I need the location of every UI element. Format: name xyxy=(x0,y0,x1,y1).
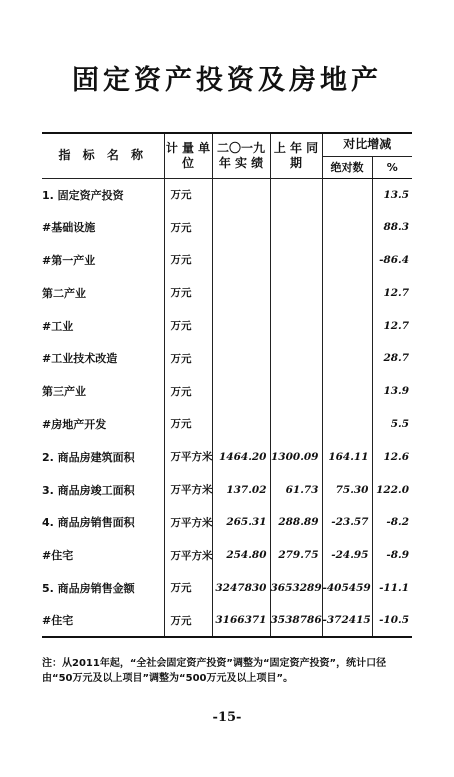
row-name: 2. 商品房建筑面积 xyxy=(42,450,135,464)
row-percent-change: 28.7 xyxy=(372,342,412,375)
row-previous-value: 279.75 xyxy=(270,539,322,572)
row-percent-change: -86.4 xyxy=(372,244,412,277)
row-absolute-change xyxy=(322,276,372,309)
row-current-value xyxy=(212,309,270,342)
row-name: #工业技术改造 xyxy=(42,352,118,366)
row-previous-value xyxy=(270,276,322,309)
row-name: 4. 商品房销售面积 xyxy=(42,516,135,530)
row-unit: 万元 xyxy=(164,211,212,244)
header-absolute: 绝对数 xyxy=(322,156,372,178)
row-absolute-change: -24.95 xyxy=(322,539,372,572)
header-current-year: 二〇一九 年 实 绩 xyxy=(212,133,270,178)
row-name: 第三产业 xyxy=(42,385,86,399)
row-previous-value xyxy=(270,309,322,342)
statistics-table xyxy=(42,132,412,638)
row-unit: 万元 xyxy=(164,604,212,637)
row-current-value xyxy=(212,211,270,244)
row-current-value: 3166371 xyxy=(212,604,270,637)
header-unit: 计 量 单 位 xyxy=(164,133,212,178)
row-unit: 万平方米 xyxy=(164,473,212,506)
row-percent-change: -11.1 xyxy=(372,572,412,605)
row-current-value: 265.31 xyxy=(212,506,270,539)
row-percent-change: 12.7 xyxy=(372,276,412,309)
row-current-value: 1464.20 xyxy=(212,440,270,473)
table-row xyxy=(42,178,412,211)
row-percent-change: 122.0 xyxy=(372,473,412,506)
row-name: 3. 商品房竣工面积 xyxy=(42,483,135,497)
row-name: #住宅 xyxy=(42,549,74,563)
row-current-value xyxy=(212,408,270,441)
row-absolute-change: 75.30 xyxy=(322,473,372,506)
row-percent-change: 12.7 xyxy=(372,309,412,342)
row-name: 第二产业 xyxy=(42,286,86,300)
row-name: 5. 商品房销售金额 xyxy=(42,581,135,595)
row-absolute-change xyxy=(322,211,372,244)
row-unit: 万元 xyxy=(164,342,212,375)
row-unit: 万元 xyxy=(164,276,212,309)
row-absolute-change xyxy=(322,178,372,211)
header-previous-year: 上 年 同 期 xyxy=(270,133,322,178)
row-absolute-change xyxy=(322,408,372,441)
row-previous-value: 61.73 xyxy=(270,473,322,506)
row-previous-value xyxy=(270,211,322,244)
row-previous-value xyxy=(270,244,322,277)
row-current-value: 254.80 xyxy=(212,539,270,572)
row-name: #第一产业 xyxy=(42,253,96,267)
table-row xyxy=(42,276,412,309)
table-row xyxy=(42,408,412,441)
table-row xyxy=(42,375,412,408)
row-percent-change: 88.3 xyxy=(372,211,412,244)
row-unit: 万元 xyxy=(164,572,212,605)
row-unit: 万平方米 xyxy=(164,506,212,539)
row-unit: 万元 xyxy=(164,178,212,211)
header-compare: 对比增减 xyxy=(322,133,412,156)
table-row xyxy=(42,244,412,277)
row-percent-change: 13.9 xyxy=(372,375,412,408)
table-row xyxy=(42,211,412,244)
row-absolute-change xyxy=(322,342,372,375)
row-percent-change: -8.2 xyxy=(372,506,412,539)
footnote: 注：从2011年起，“全社会固定资产投资”调整为“固定资产投资”，统计口径由“50万元及以上项目”调整为“500万元及以上项目”。 xyxy=(42,658,387,684)
row-name: #房地产开发 xyxy=(42,417,107,431)
row-previous-value xyxy=(270,178,322,211)
row-current-value xyxy=(212,342,270,375)
row-current-value xyxy=(212,276,270,309)
page-title: 固定资产投资及房地产 xyxy=(72,65,382,96)
row-current-value xyxy=(212,178,270,211)
page-number: -15- xyxy=(212,710,242,725)
row-current-value: 3247830 xyxy=(212,572,270,605)
row-previous-value: 3538786 xyxy=(270,604,322,637)
row-unit: 万平方米 xyxy=(164,539,212,572)
row-previous-value xyxy=(270,342,322,375)
row-previous-value: 1300.09 xyxy=(270,440,322,473)
table-row xyxy=(42,539,412,572)
row-unit: 万元 xyxy=(164,408,212,441)
row-name: 1. 固定资产投资 xyxy=(42,188,124,202)
row-percent-change: -10.5 xyxy=(372,604,412,637)
row-percent-change: -8.9 xyxy=(372,539,412,572)
table-body xyxy=(42,178,412,637)
row-unit: 万平方米 xyxy=(164,440,212,473)
table-row xyxy=(42,309,412,342)
header-percent: % xyxy=(372,156,412,178)
row-absolute-change xyxy=(322,375,372,408)
row-absolute-change: -23.57 xyxy=(322,506,372,539)
row-name: #基础设施 xyxy=(42,221,96,235)
row-absolute-change xyxy=(322,244,372,277)
table-row xyxy=(42,506,412,539)
row-absolute-change xyxy=(322,309,372,342)
table-row xyxy=(42,604,412,637)
row-previous-value xyxy=(270,375,322,408)
row-previous-value: 3653289 xyxy=(270,572,322,605)
row-unit: 万元 xyxy=(164,375,212,408)
row-previous-value xyxy=(270,408,322,441)
table-row xyxy=(42,440,412,473)
row-unit: 万元 xyxy=(164,309,212,342)
row-name: #住宅 xyxy=(42,604,164,637)
table-row xyxy=(42,342,412,375)
row-percent-change: 12.6 xyxy=(372,440,412,473)
row-percent-change: 13.5 xyxy=(372,178,412,211)
row-current-value: 137.02 xyxy=(212,473,270,506)
header-indicator: 指 标 名 称 xyxy=(42,133,164,178)
row-absolute-change: 164.11 xyxy=(322,440,372,473)
row-percent-change: 5.5 xyxy=(372,408,412,441)
row-unit: 万元 xyxy=(164,244,212,277)
table-row xyxy=(42,473,412,506)
row-current-value xyxy=(212,375,270,408)
row-absolute-change: -405459 xyxy=(322,572,372,605)
row-previous-value: 288.89 xyxy=(270,506,322,539)
table-row xyxy=(42,572,412,605)
row-name: #工业 xyxy=(42,319,74,333)
row-absolute-change: -372415 xyxy=(322,604,372,637)
row-current-value xyxy=(212,244,270,277)
